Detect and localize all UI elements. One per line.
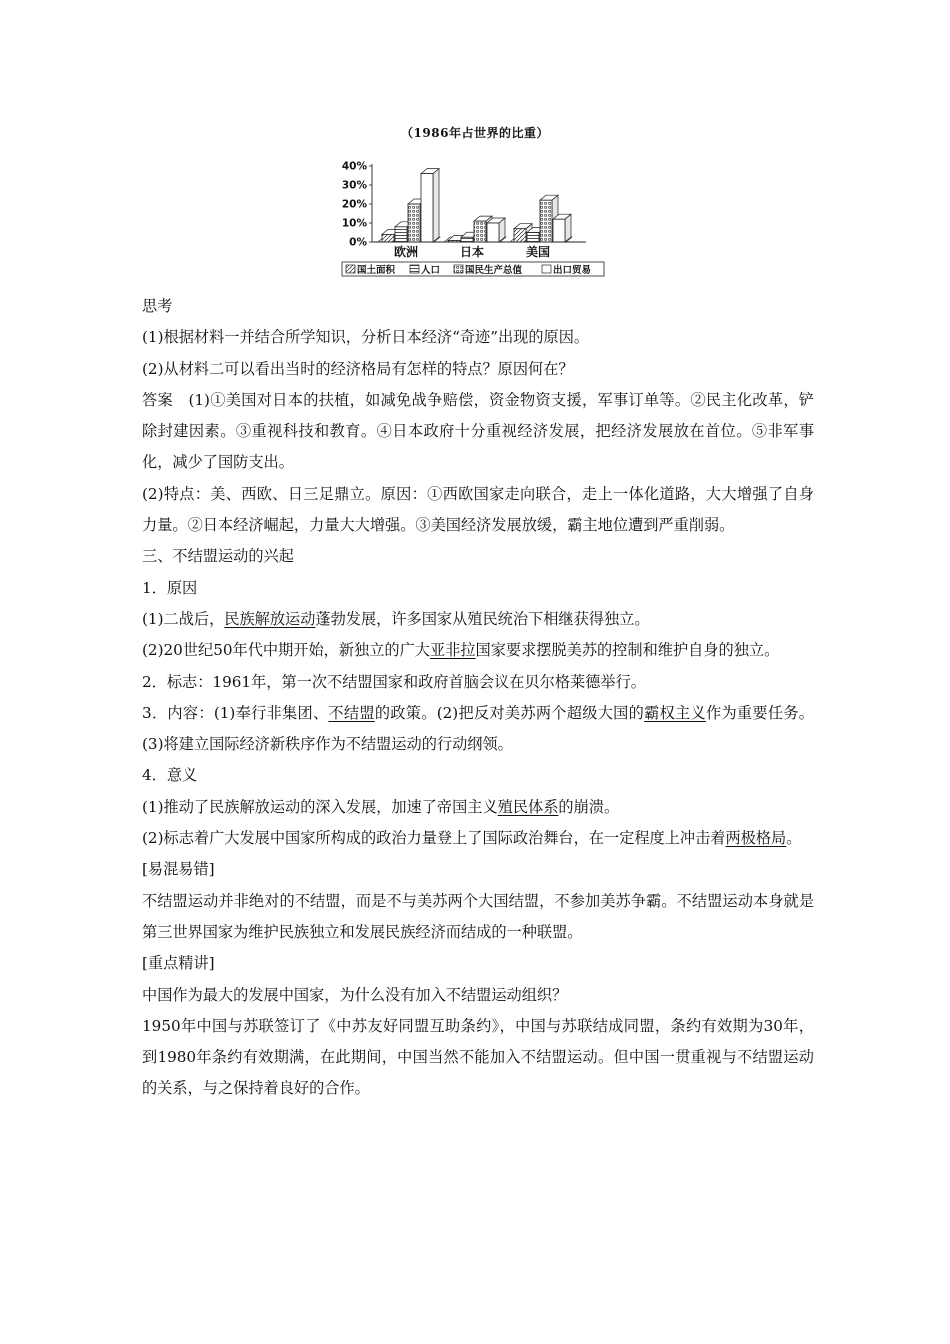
bar (421, 174, 433, 242)
bar (527, 233, 539, 243)
question-2: (2)从材料二可以看出当时的经济格局有怎样的特点？原因何在？ (142, 359, 574, 378)
legend-swatch (346, 265, 355, 273)
bar (395, 227, 407, 242)
significance-1: (1)推动了民族解放运动的深入发展，加速了帝国主义殖民体系的崩溃。 (142, 797, 620, 816)
bar-chart (336, 150, 616, 280)
answer-1: 答案 (1)①美国对日本的扶植，如减免战争赔偿，资金物资支援，军事订单等。②民主化改革，铲除封建因素。③重视科技和教育。④日本政府十分重视经济发展，把经济发展放在首位。⑤非军事化，减少了国防支出。 (142, 390, 814, 472)
document-body (142, 291, 814, 1105)
legend-label: 国土面积 (357, 265, 396, 276)
category-label: 美国 (525, 245, 551, 259)
reason-1: (1)二战后，民族解放运动蓬勃发展，许多国家从殖民统治下相继获得独立。 (142, 609, 650, 628)
bar (487, 223, 499, 242)
question-1: (1)根据材料一并结合所学知识，分析日本经济“奇迹”出现的原因。 (142, 328, 590, 347)
underlined-term: 民族解放运动 (224, 609, 316, 628)
y-tick-label: 10% (341, 217, 367, 230)
reason-2: (2)20世纪50年代中期开始，新独立的广大亚非拉国家要求摆脱美苏的控制和维护自身的独立。 (142, 641, 780, 660)
bar (461, 237, 473, 242)
confuse-text: 不结盟运动并非绝对的不结盟，而是不与美苏两个大国结盟，不参加美苏争霸。不结盟运动本身就是第三世界国家为维护民族独立和发展民族经济而结成的一种联盟。 (142, 891, 814, 941)
underlined-term: 亚非拉 (429, 641, 476, 660)
legend-label: 人口 (421, 265, 441, 276)
key-heading: [重点精讲] (142, 954, 215, 973)
bar (382, 234, 394, 242)
legend-label: 国民生产总值 (465, 265, 523, 276)
y-tick-label: 40% (341, 160, 367, 173)
answer-2: (2)特点：美、西欧、日三足鼎立。原因：①西欧国家走向联合，走上一体化道路，大大增强了自身力量。②日本经济崛起，力量大大增强。③美国经济发展放缓，霸主地位遭到严重削弱。 (142, 484, 814, 535)
category-label: 欧洲 (393, 245, 419, 259)
underlined-term: 两极格局 (725, 829, 787, 848)
think-heading: 思考 (142, 297, 173, 315)
reason-heading: 1．原因 (142, 578, 198, 597)
y-tick-label: 20% (341, 198, 367, 211)
section-title: 三、不结盟运动的兴起 (142, 547, 294, 566)
key-text: 1950年中国与苏联签订了《中苏友好同盟互助条约》，中国与苏联结成同盟，条约有效期为30年，到1980年条约有效期满，在此期间，中国当然不能加入不结盟运动。但中国一贯重视与不结盟运动的关系，与之保持着良好的合作。 (142, 1016, 814, 1098)
confuse-heading: [易混易错] (142, 860, 215, 879)
bar-side (565, 214, 571, 242)
legend-label: 出口贸易 (553, 265, 592, 276)
legend-swatch (410, 265, 419, 273)
bar (408, 204, 420, 242)
bar (474, 221, 486, 242)
underlined-term: 霸权主义 (644, 703, 706, 722)
chart-title: （1986年占世界的比重） (401, 126, 549, 140)
bar (553, 219, 565, 242)
bar-side (433, 169, 439, 242)
underlined-term: 殖民体系 (497, 797, 559, 816)
bar (540, 200, 552, 242)
marker-line: 2．标志：1961年，第一次不结盟国家和政府首脑会议在贝尔格莱德举行。 (142, 672, 646, 691)
bar (514, 229, 526, 242)
key-question: 中国作为最大的发展中国家，为什么没有加入不结盟运动组织？ (142, 985, 568, 1004)
y-tick-label: 0% (349, 236, 367, 249)
significance-2: (2)标志着广大发展中国家所构成的政治力量登上了国际政治舞台，在一定程度上冲击着两极格局。 (142, 829, 802, 848)
category-label: 日本 (459, 245, 485, 259)
significance-heading: 4．意义 (142, 766, 198, 785)
content-line: 3．内容：(1)奉行非集团、不结盟的政策。(2)把反对美苏两个超级大国的霸权主义作为重要任务。(3)将建立国际经济新秩序作为不结盟运动的行动纲领。 (142, 703, 814, 754)
y-tick-label: 30% (341, 179, 367, 192)
legend-swatch (542, 265, 551, 273)
legend-swatch (454, 265, 463, 273)
underlined-term: 不结盟 (328, 703, 375, 722)
